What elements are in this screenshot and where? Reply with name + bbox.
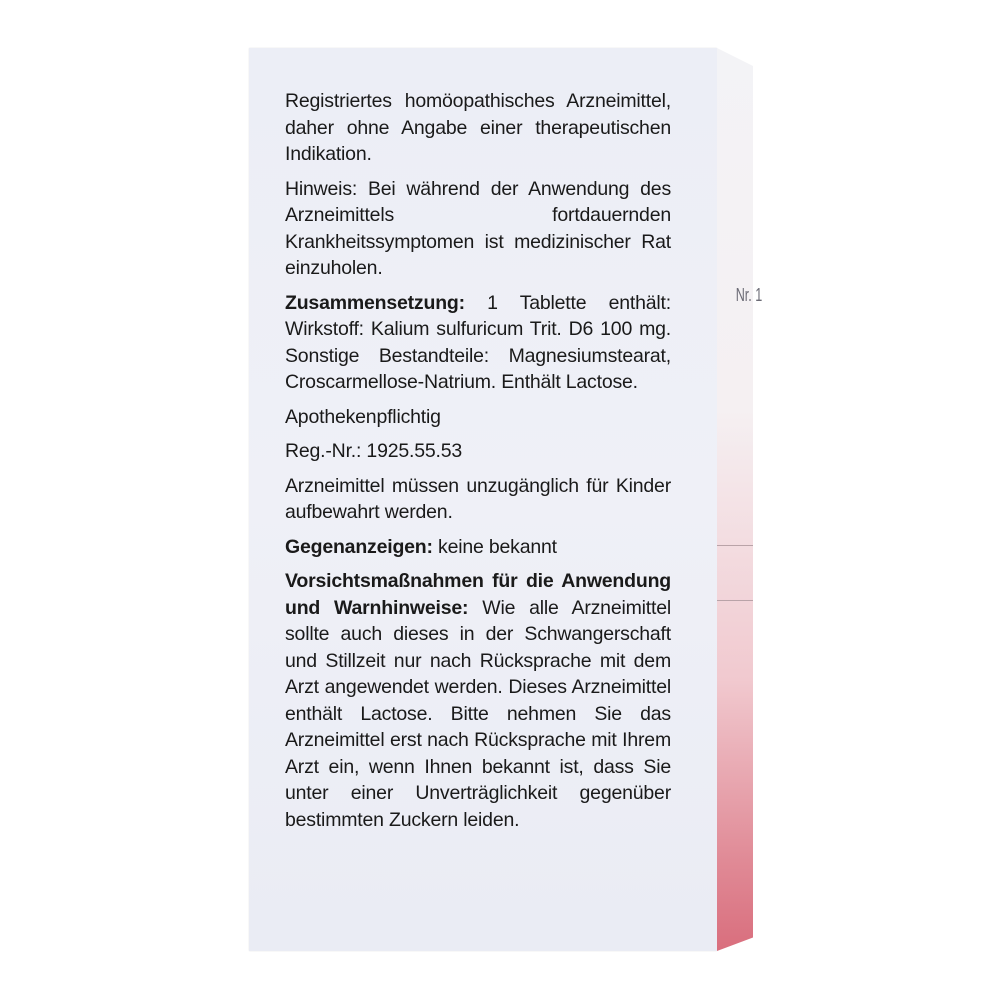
hint-paragraph: Hinweis: Bei während der Anwendung des Arzneimittels fortdauernden Krankheitssymptomen ist medizinischer Rat einzuholen. <box>285 177 671 279</box>
package-text-block <box>285 88 671 841</box>
contraindications-paragraph <box>285 534 671 561</box>
composition-text: 1 Tablette enthält: Wirkstoff: Kalium sulfuricum Trit. D6 100 mg. Sonstige Bestandteile: Magnesiumstearat, Croscarmellose-Natrium. Enthält Lactose. <box>285 291 671 393</box>
composition-label: Zusammensetzung: <box>285 291 465 314</box>
side-divider <box>717 600 753 601</box>
contraindications-label: Gegenanzeigen: <box>285 535 433 558</box>
composition-paragraph <box>285 290 671 396</box>
contraindications-text: keine bekannt <box>432 535 557 558</box>
registration-number: Reg.-Nr.: 1925.55.53 <box>285 440 463 462</box>
precautions-text: Wie alle Arzneimittel sollte auch dieses in der Schwangerschaft und Stillzeit nur nach Rücksprache mit dem Arzt angewendet werden. Dieses Arzneimittel enthält Lactose. Bitte nehmen Sie das Arzneimittel erst nach Rücksprache mit Ihrem Arzt ein, wenn Ihnen bekannt ist, dass Sie unter einer Unverträglichkeit gegenüber bestimmten Zuckern leiden. <box>285 596 671 831</box>
pharmacy-only: Apothekenpflichtig <box>285 405 441 428</box>
side-number-label: Nr. 1 <box>735 285 763 305</box>
registration-notice: Registriertes homöopathisches Arzneimittel, daher ohne Angabe einer therapeutischen Indikation. <box>285 90 671 165</box>
precautions-paragraph <box>285 568 671 833</box>
package-side-panel <box>717 48 753 951</box>
precautions-label: Vorsichtsmaßnahmen für die Anwendung und Warnhinweise: <box>285 570 671 619</box>
side-divider <box>717 545 753 546</box>
child-safety-notice: Arzneimittel müssen unzugänglich für Kinder aufbewahrt werden. <box>285 474 671 523</box>
